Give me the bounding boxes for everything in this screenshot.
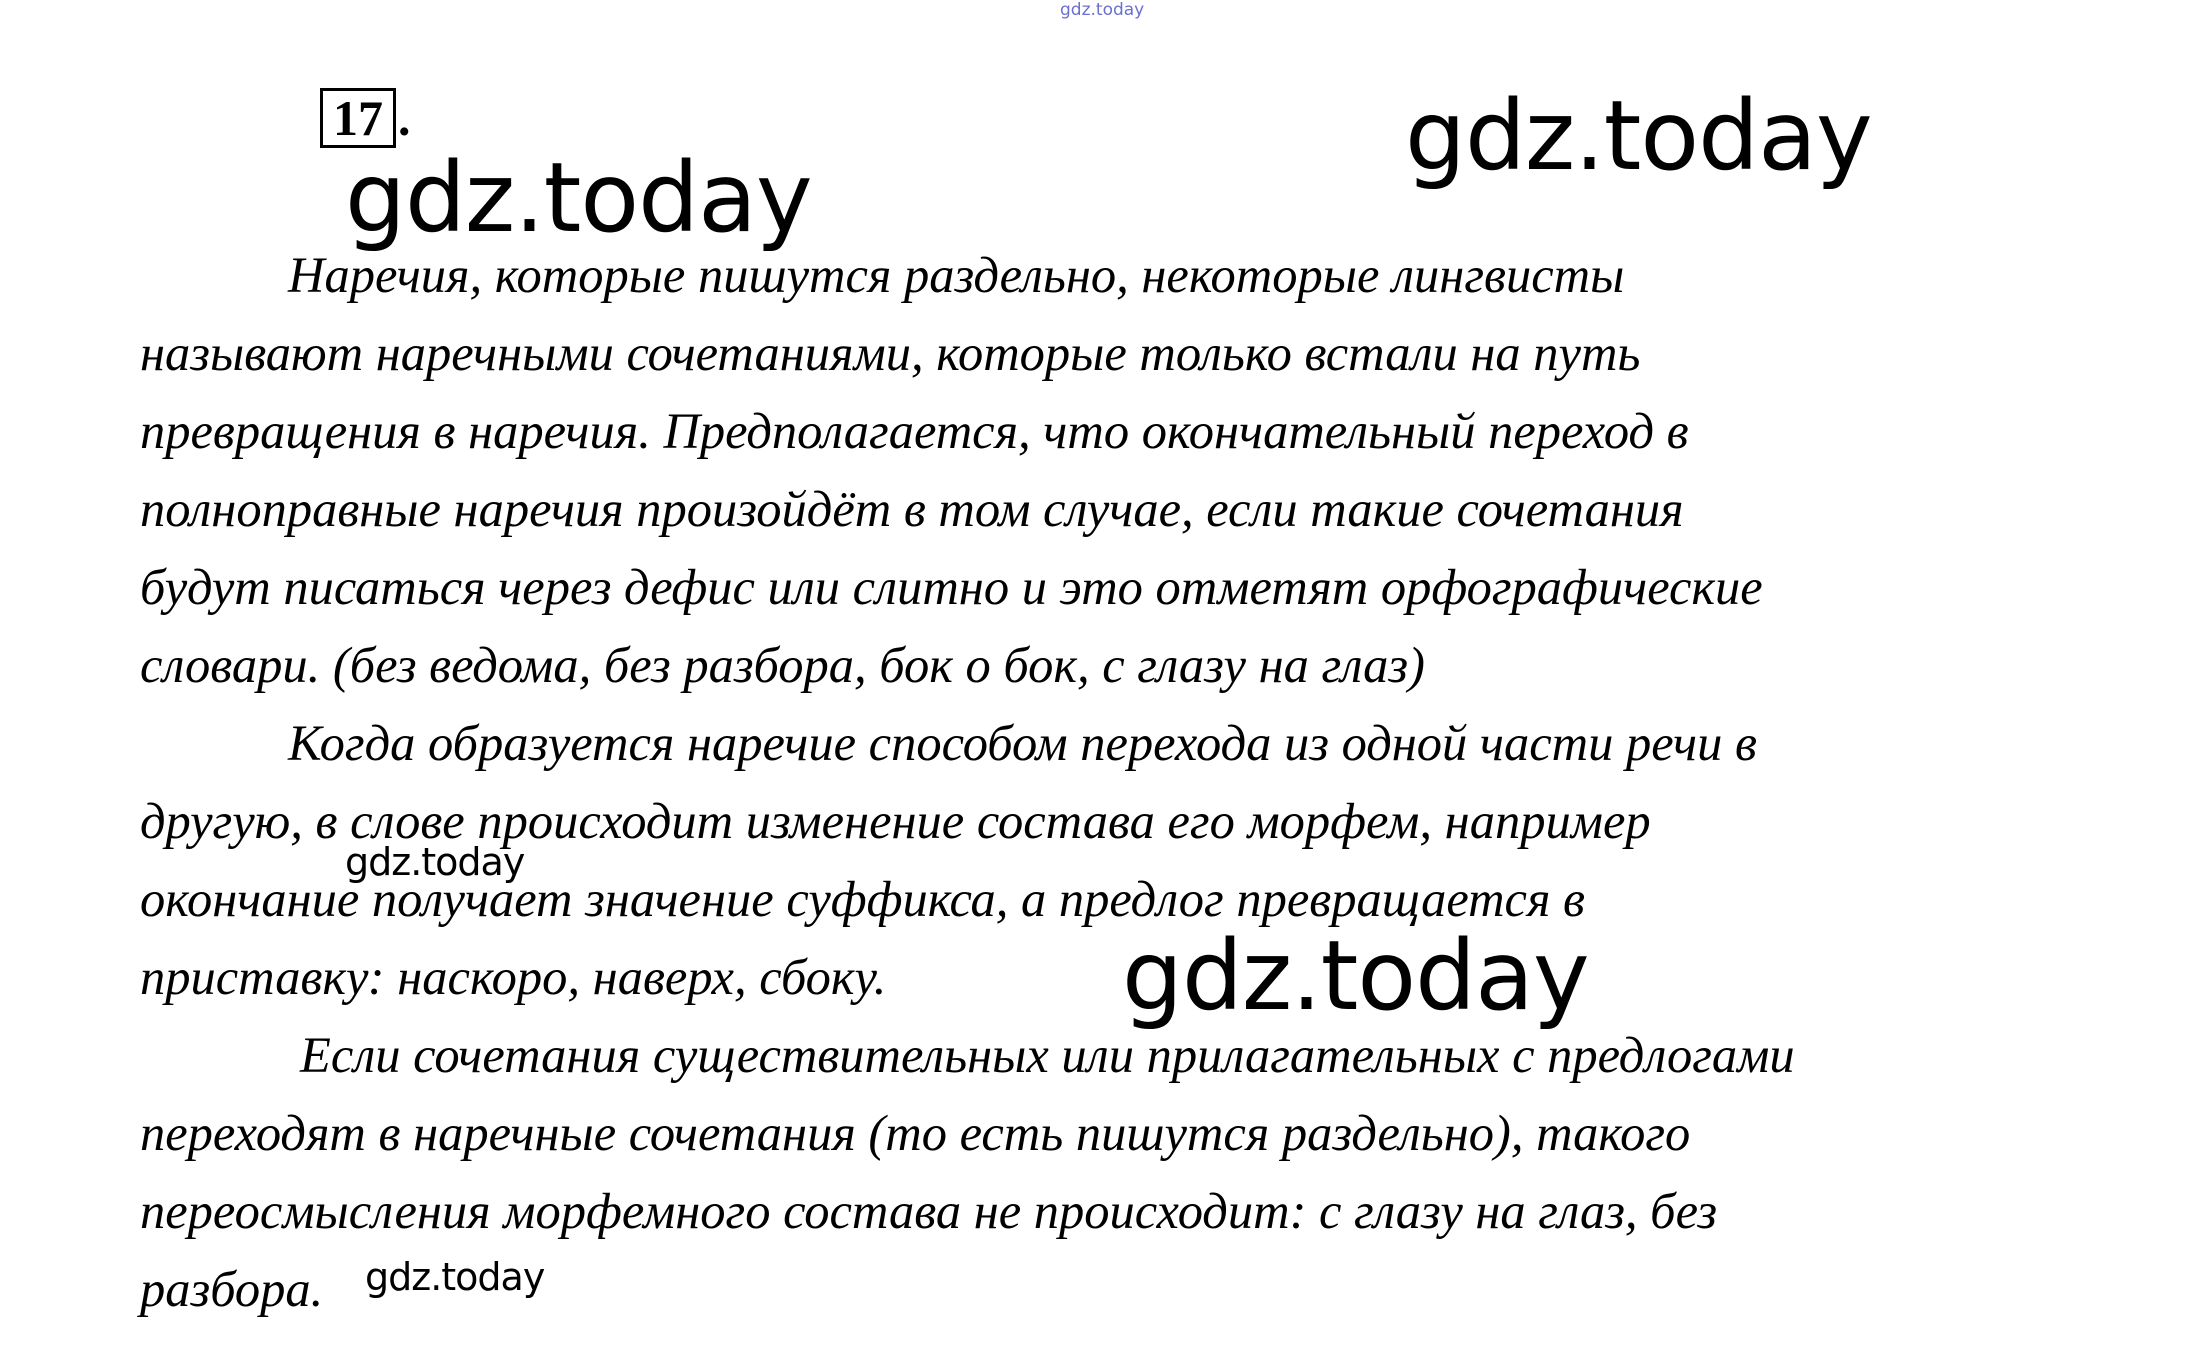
text-line: окончание получает значение суффикса, а предлог превращается в [140, 871, 1585, 927]
answer-text [140, 236, 2100, 1328]
paragraph-1 [140, 236, 2100, 704]
task-number-dot: . [398, 90, 411, 146]
text-line: другую, в слове происходит изменение состава его морфем, например [140, 793, 1651, 849]
text-line: будут писаться через дефис или слитно и это отметят орфографические [140, 559, 1763, 615]
task-number-box: 17 [320, 88, 396, 148]
text-line: Если сочетания существительных или прилагательных с предлогами [300, 1027, 1795, 1083]
text-line: Когда образуется наречие способом перехода из одной части речи в [288, 715, 1757, 771]
text-line: переосмысления морфемного состава не происходит: с глазу на глаз, без [140, 1183, 1718, 1239]
task-number [320, 88, 411, 148]
text-line: полноправные наречия произойдёт в том случае, если такие сочетания [140, 481, 1684, 537]
text-line: Наречия, которые пишутся раздельно, некоторые лингвисты [288, 247, 1625, 303]
watermark-bottom-small: gdz.today [365, 1255, 545, 1299]
watermark-header-left: gdz.today [345, 142, 812, 254]
watermark-middle-big: gdz.today [1122, 920, 1589, 1032]
watermark-middle-small: gdz.today [345, 840, 525, 884]
text-line: превращения в наречия. Предполагается, что окончательный переход в [140, 403, 1689, 459]
text-line: называют наречными сочетаниями, которые только встали на путь [140, 325, 1641, 381]
watermark-header-right: gdz.today [1405, 80, 1872, 192]
text-line: приставку: наскоро, наверх, сбоку. [140, 949, 887, 1005]
text-line: переходят в наречные сочетания (то есть пишутся раздельно), такого [140, 1105, 1691, 1161]
watermark-top: gdz.today [1060, 0, 1145, 20]
text-line: разбора. [140, 1261, 324, 1317]
text-line: словари. (без ведома, без разбора, бок о бок, с глазу на глаз) [140, 637, 1425, 693]
